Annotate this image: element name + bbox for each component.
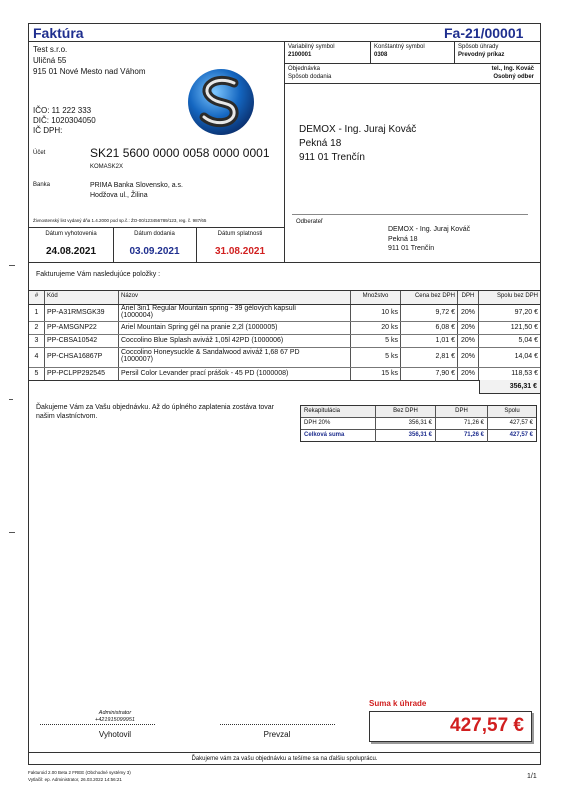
- customer-city: 911 01 Trenčín: [299, 152, 365, 163]
- row-qty: 5 ks: [351, 348, 401, 367]
- header-section-bottom: [29, 262, 540, 263]
- fold-mark-top: [9, 265, 15, 266]
- amount-due: 427,57 €: [450, 715, 524, 736]
- bank-address: Hodžova ul., Žilina: [90, 192, 148, 199]
- row-vat: 20%: [458, 322, 479, 334]
- issued-by-label: Vyhotovil: [98, 730, 132, 739]
- row-code: PP-PCLPP292545: [45, 368, 119, 380]
- recap-base: 356,31 €: [376, 418, 436, 429]
- order-label: Objednávka: [288, 66, 321, 72]
- row-price: 1,01 €: [401, 335, 458, 347]
- software-info: Fakturoid 2.00 Beta 2 FREE (Obchodné systémy 3): [28, 770, 131, 775]
- buyer-street: Pekná 18: [388, 236, 418, 243]
- row-price: 7,90 €: [401, 368, 458, 380]
- row-name-line2: (1000007): [121, 356, 153, 363]
- trade-register: Živnostenský list vydaný dňa 1.4.2000 pod sp.č.: ŽO-00/123456789/123, reg. č. 987/65: [33, 218, 207, 223]
- col-header-index: #: [29, 291, 45, 304]
- payment-bottom-divider: [284, 83, 540, 84]
- recap-table: [300, 405, 537, 442]
- printed-by: Vytlačil: ep. Administrator, 26.03.2022 14:56:21: [28, 777, 122, 782]
- row-name-line1: Ariel 3in1 Regular Mountain spring - 39 gélových kapsulí: [121, 305, 297, 312]
- issue-date-label: Dátum vyhotovenia: [45, 231, 97, 237]
- row-qty: 20 ks: [351, 322, 401, 334]
- row-index: 3: [29, 335, 45, 347]
- signature-admin: Administrator: [98, 710, 132, 716]
- invoice-number: Fa-21/00001: [444, 25, 524, 41]
- footer-thanks: Ďakujeme vám za vašu objednávku a tešíme sa na ďalšiu spoluprácu.: [191, 756, 378, 762]
- recap-header-row: [301, 406, 536, 418]
- buyer-divider: [292, 214, 528, 215]
- footer-divider: [29, 752, 540, 753]
- row-code: PP-A31RMSGK39: [45, 305, 119, 321]
- recap-label: DPH 20%: [301, 418, 376, 429]
- signature-line-received: [220, 724, 335, 725]
- signature-line-issued: [40, 724, 155, 725]
- row-index: 1: [29, 305, 45, 321]
- supplier-dic: DIČ: 1020304050: [33, 116, 96, 125]
- dates-top-divider: [29, 227, 284, 228]
- row-price: 2,81 €: [401, 348, 458, 367]
- col-header-price: Cena bez DPH: [401, 291, 458, 304]
- row-price: 6,08 €: [401, 322, 458, 334]
- row-code: PP-CHSA16867P: [45, 348, 119, 367]
- row-total: 14,04 €: [514, 353, 538, 360]
- signature-phone: +421915099951: [95, 717, 135, 723]
- order-value: tel., Ing. Kováč: [491, 66, 534, 72]
- table-row: [29, 368, 540, 380]
- customer-street: Pekná 18: [299, 138, 342, 149]
- delivery-method-label: Spôsob dodania: [288, 74, 332, 80]
- company-logo: [186, 65, 256, 139]
- due-date: 31.08.2021: [214, 246, 266, 257]
- row-name: Persil Color Levander prací prášok - 45 PD (1000008): [119, 368, 351, 380]
- customer-name: DEMOX - Ing. Juraj Kováč: [299, 124, 417, 135]
- recap-total: 427,57 €: [509, 432, 533, 438]
- row-name-line2: (1000004): [121, 312, 153, 319]
- vs-label: Variabilný symbol: [288, 44, 335, 50]
- swift-code: KOMASK2X: [90, 164, 124, 170]
- row-qty: 10 ks: [351, 305, 401, 321]
- row-code: PP-AMSGNP22: [45, 322, 119, 334]
- row-vat: 20%: [458, 305, 479, 321]
- column-divider: [284, 41, 285, 262]
- row-total: 121,50 €: [510, 324, 538, 331]
- table-row: [29, 305, 540, 321]
- row-code: PP-CBSA10542: [45, 335, 119, 347]
- items-total: 356,31 €: [509, 383, 537, 390]
- received-by-label: Prevzal: [263, 730, 291, 739]
- page-number: 1/1: [527, 773, 537, 780]
- amount-due-label: Suma k úhrade: [369, 699, 427, 708]
- row-name: [119, 348, 351, 367]
- invoice-title: Faktúra: [33, 25, 84, 41]
- ks-value: 0308: [374, 52, 388, 58]
- table-row: [29, 348, 540, 367]
- table-header-row: [29, 291, 540, 304]
- row-price: 9,72 €: [401, 305, 458, 321]
- row-vat: 20%: [458, 368, 479, 380]
- recap-base: 356,31 €: [376, 430, 436, 442]
- issue-date: 24.08.2021: [45, 246, 97, 257]
- row-index: 2: [29, 322, 45, 334]
- supplier-name: Test s.r.o.: [33, 45, 68, 54]
- recap-vat: 71,26 €: [436, 430, 488, 442]
- col-header-qty: Množstvo: [351, 291, 401, 304]
- row-name: Coccolino Blue Splash aviváž 1,05l 42PD (1000006): [119, 335, 351, 347]
- payment-divider-1: [370, 41, 371, 63]
- fold-mark-bottom: [9, 532, 15, 533]
- col-header-total: Spolu bez DPH: [496, 293, 538, 299]
- row-index: 4: [29, 348, 45, 367]
- buyer-city: 911 01 Trenčín: [388, 245, 435, 252]
- row-total: 97,20 €: [514, 309, 538, 316]
- items-intro: Fakturujeme Vám nasledujúce položky :: [36, 271, 161, 278]
- supplier-icdph: IČ DPH:: [33, 126, 63, 135]
- col-header-name: Názov: [119, 291, 351, 304]
- row-total: 118,53 €: [511, 370, 538, 377]
- supplier-city: 915 01 Nové Mesto nad Váhom: [33, 67, 146, 76]
- vs-value: 2100001: [288, 52, 312, 58]
- buyer-name: DEMOX - Ing. Juraj Kováč: [388, 226, 471, 233]
- payment-method-label: Spôsob úhrady: [458, 44, 499, 50]
- recap-header-label: Rekapitulácia: [301, 406, 376, 417]
- ks-label: Konštantný symbol: [374, 44, 425, 50]
- payment-divider-2: [454, 41, 455, 63]
- due-date-label: Dátum splatnosti: [217, 231, 263, 237]
- table-row: [29, 335, 540, 347]
- row-name-line1: Coccolino Honeysuckle & Sandalwood aviváž 1,68 67 PD: [121, 349, 300, 356]
- bank-name: PRIMA Banka Slovensko, a.s.: [90, 182, 183, 189]
- row-name: [119, 305, 351, 321]
- thanks-note: Ďakujeme Vám za Vašu objednávku. Až do úplného zaplatenia zostáva tovar našim vlastníctvom.: [36, 404, 275, 421]
- recap-vat: 71,26 €: [436, 418, 488, 429]
- recap-label: Celková suma: [301, 430, 376, 442]
- payment-method-value: Prevodný príkaz: [458, 52, 505, 58]
- delivery-method-value: Osobný odber: [493, 74, 534, 80]
- bank-label: Banka: [33, 182, 51, 188]
- table-bottom-border: [29, 380, 540, 381]
- col-header-code: Kód: [45, 291, 119, 304]
- row-index: 5: [29, 368, 45, 380]
- row-qty: 15 ks: [351, 368, 401, 380]
- row-vat: 20%: [458, 335, 479, 347]
- row-qty: 5 ks: [351, 335, 401, 347]
- supplier-street: Uličná 55: [33, 56, 67, 65]
- buyer-label: Odberateľ: [296, 219, 323, 225]
- recap-header-vat: DPH: [436, 406, 488, 417]
- row-vat: 20%: [458, 348, 479, 367]
- row-total: 5,04 €: [518, 337, 538, 344]
- fold-mark-middle: [9, 399, 13, 400]
- recap-total: 427,57 €: [509, 420, 533, 426]
- delivery-date-label: Dátum dodania: [134, 231, 175, 237]
- payment-row-divider: [284, 63, 540, 64]
- account-label: Účet: [33, 150, 46, 156]
- col-header-vat: DPH: [458, 291, 479, 304]
- delivery-date: 03.09.2021: [129, 246, 180, 257]
- recap-header-total: Spolu: [504, 408, 520, 414]
- supplier-ico: IČO: 11 222 333: [33, 106, 92, 115]
- recap-total-row: [301, 430, 536, 442]
- recap-header-base: Bez DPH: [376, 406, 436, 417]
- account-number: SK21 5600 0000 0058 0000 0001: [90, 146, 270, 160]
- row-name: Ariel Mountain Spring gél na pranie 2,2l (1000005): [119, 322, 351, 334]
- table-row: [29, 322, 540, 334]
- recap-row: [301, 418, 536, 430]
